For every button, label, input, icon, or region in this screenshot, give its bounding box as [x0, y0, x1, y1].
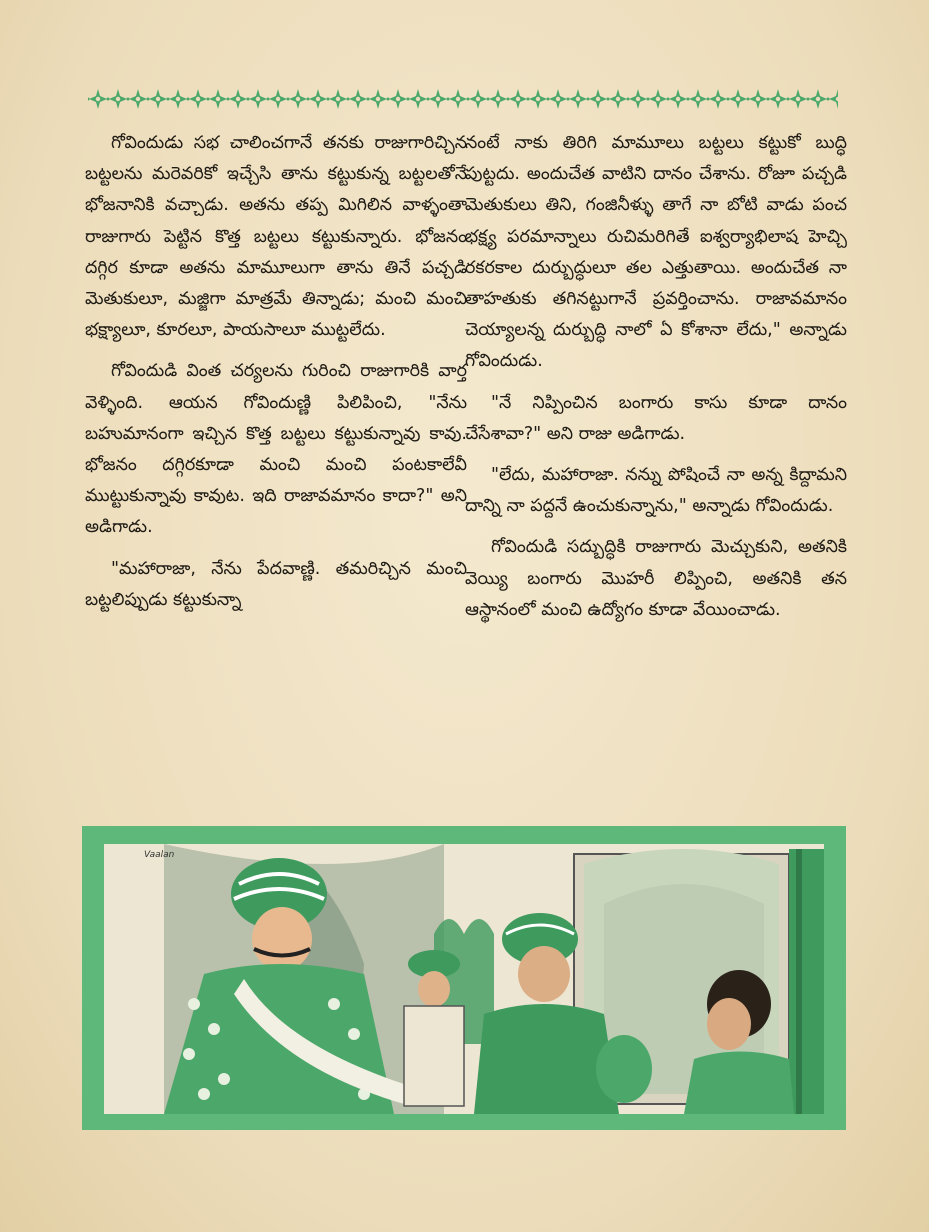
king-face — [252, 907, 312, 971]
paragraph: "మహారాజా, నేను పేదవాణ్ణి. తమరిచ్చిన మంచి బట్టలిప్పుడు కట్టుకున్నా — [85, 558, 467, 610]
money-pouch — [596, 1035, 652, 1103]
right-column — [465, 128, 847, 636]
paragraph: గోవిందుడి సద్బుద్ధికి రాజుగారు మెచ్చుకుని, అతనికి వెయ్యి బంగారు మొహరీ లిప్పించి, అతనికి తన ఆస్థానంలో మంచి ఉద్యోగం కూడా వేయించాడు. — [465, 537, 847, 620]
paragraph: "నే నిప్పించిన బంగారు కాసు కూడా దానం చేసేశావా?" అని రాజు అడిగాడు. — [465, 392, 847, 444]
paragraph: గోవిందుడి వింత చర్యలను గురించి రాజుగారికి వార్త వెళ్ళింది. ఆయన గోవిందుణ్ణి పిలిపించి, "నేను బహుమానంగా ఇచ్చిన కొత్త బట్టలు కట్టుకున్నావు కావు. భోజనం దగ్గిరకూడా మంచి మంచి పంటకాలేవీ ముట్టుకున్నావు కావుట. ఇది రాజావమానం కాదా?" అని అడిగాడు. — [85, 361, 467, 538]
left-column — [85, 128, 467, 626]
illustration-frame — [82, 826, 846, 1130]
paragraph: "లేదు, మహారాజా. నన్ను పోషించే నా అన్న కిద్దామని దాన్ని నా పద్దనే ఉంచుకున్నాను," అన్నాడు గోవిందుడు. — [465, 465, 847, 517]
pillar — [789, 849, 824, 1114]
decorative-border — [88, 86, 838, 112]
illustration — [104, 844, 824, 1114]
illustration-art — [104, 844, 824, 1114]
govindudu-face — [518, 946, 570, 1002]
paragraph: గోవిందుడు సభ చాలించగానే తనకు రాజుగారిచ్చిన బట్టలను మరెవరికో ఇచ్చేసి తాను కట్టుకున్న బట్టలతోనే భోజనానికి వచ్చాడు. అతను తప్ప మిగిలిన వాళ్ళంతా రాజుగారు పెట్టిన కొత్త బట్టలు కట్టుకున్నారు. భోజనం దగ్గిర కూడా అతను మామూలుగా తాను తినే పచ్చడి మెతుకులూ, మజ్జిగా మాత్రమే తిన్నాడు; మంచి మంచి భక్ష్యాలూ, కూరలూ, పాయసాలూ ముట్టలేదు. — [85, 133, 467, 341]
artist-signature: Vaalan — [144, 850, 175, 860]
paragraph: నంటే నాకు తిరిగి మామూలు బట్టలు కట్టుకో బుద్ధి పుట్టదు. అందుచేత వాటిని దానం చేశాను. రోజూ పచ్చడి మెతుకులు తిని, గంజినీళ్ళు తాగే నా బోటి వాడు పంచ భక్ష్య పరమాన్నాలు రుచిమరిగితే ఐశ్వర్యాభిలాష హెచ్చి రకరకాల దుర్బుద్ధులూ తల ఎత్తుతాయి. అందుచేత నా తాహతుకు తగినట్టుగానే ప్రవర్తించాను. రాజావమానం చెయ్యాలన్న దుర్బుద్ధి నాలో ఏ కోశానా లేదు," అన్నాడు గోవిందుడు. — [465, 133, 847, 372]
